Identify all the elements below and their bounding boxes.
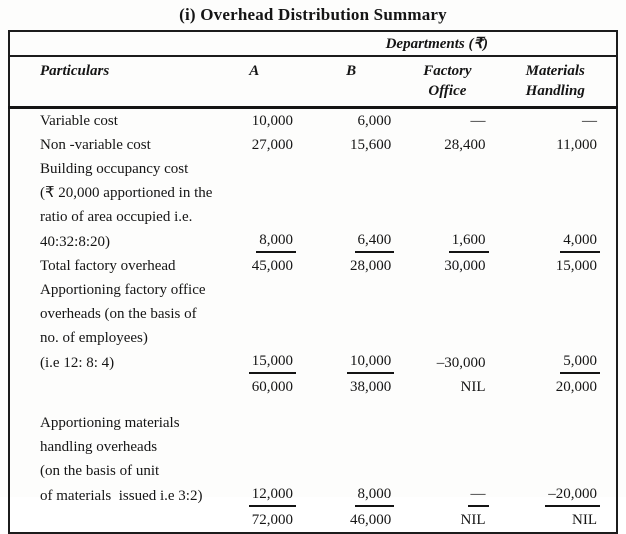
cell-b xyxy=(302,254,400,278)
cell-mh xyxy=(495,411,617,435)
row-label xyxy=(9,508,207,533)
cell-a xyxy=(207,229,302,254)
cell-mh xyxy=(495,326,617,350)
column-header-b: B xyxy=(302,56,400,108)
cell-b xyxy=(302,302,400,326)
value: 60,000 xyxy=(251,379,293,395)
value: 27,000 xyxy=(251,137,293,153)
row-label: Apportioning materials xyxy=(40,415,180,431)
table-row xyxy=(9,254,617,278)
value: 46,000 xyxy=(350,512,392,528)
cell-a xyxy=(207,375,302,399)
value: 28,000 xyxy=(350,258,392,274)
cell-mh xyxy=(495,205,617,229)
cell-b xyxy=(302,375,400,399)
cell-b xyxy=(302,459,400,483)
cell-mh xyxy=(495,157,617,181)
cell-b xyxy=(302,229,400,254)
value: 45,000 xyxy=(251,258,293,274)
table-row xyxy=(9,181,617,205)
underlined-value: 5,000 xyxy=(560,351,600,374)
table-row xyxy=(9,326,617,350)
cell-fo xyxy=(400,483,494,508)
cell-b xyxy=(302,133,400,157)
page-title: (i) Overhead Distribution Summary xyxy=(179,5,447,24)
cell-b xyxy=(302,435,400,459)
underlined-value: — xyxy=(468,484,489,507)
cell-fo xyxy=(400,133,494,157)
row-label: ratio of area occupied i.e. xyxy=(40,209,193,225)
value: 10,000 xyxy=(251,113,293,129)
cell-a xyxy=(207,205,302,229)
cell-fo xyxy=(400,157,494,181)
value: 15,000 xyxy=(555,258,597,274)
row-label: of materials issued i.e 3:2) xyxy=(40,487,203,504)
spacer-row xyxy=(9,399,617,411)
table-row xyxy=(9,302,617,326)
underlined-value: 15,000 xyxy=(249,351,296,374)
row-label: (on the basis of unit xyxy=(40,463,160,479)
cell-fo xyxy=(400,350,494,375)
column-header-particulars: Particulars xyxy=(9,56,207,108)
value: 15,600 xyxy=(350,137,392,153)
overhead-distribution-table xyxy=(8,30,618,534)
underlined-value: 8,000 xyxy=(256,230,296,253)
cell-mh xyxy=(495,254,617,278)
row-label: no. of employees) xyxy=(40,330,148,346)
cell-mh xyxy=(495,181,617,205)
row-label: Non -variable cost xyxy=(40,137,151,153)
cell-fo xyxy=(400,229,494,254)
table-row xyxy=(9,435,617,459)
value: 30,000 xyxy=(444,258,486,274)
cell-mh xyxy=(495,435,617,459)
row-label: Variable cost xyxy=(40,113,118,129)
cell-b xyxy=(302,157,400,181)
group-header-empty-cell xyxy=(9,31,207,56)
value: NIL xyxy=(460,379,486,395)
cell-a xyxy=(207,508,302,533)
table-row xyxy=(9,278,617,302)
table-row xyxy=(9,375,617,399)
row-label: (i.e 12: 8: 4) xyxy=(40,354,115,371)
cell-a xyxy=(207,133,302,157)
cell-b xyxy=(302,350,400,375)
table-body xyxy=(9,108,617,534)
cell-fo xyxy=(400,411,494,435)
cell-mh xyxy=(495,375,617,399)
column-header-factory-office xyxy=(400,56,494,108)
cell-fo xyxy=(400,254,494,278)
row-label: Apportioning factory office xyxy=(40,282,206,298)
table-row xyxy=(9,459,617,483)
row-label: 40:32:8:20) xyxy=(40,233,110,250)
cell-b xyxy=(302,483,400,508)
row-label: Total factory overhead xyxy=(40,258,176,274)
cell-a xyxy=(207,483,302,508)
table-row xyxy=(9,205,617,229)
cell-mh xyxy=(495,108,617,134)
value: –30,000 xyxy=(436,354,486,371)
cell-a xyxy=(207,254,302,278)
value: — xyxy=(582,113,597,129)
cell-mh xyxy=(495,133,617,157)
row-label xyxy=(9,375,207,399)
cell-b xyxy=(302,278,400,302)
cell-b xyxy=(302,508,400,533)
underlined-value: –20,000 xyxy=(545,484,600,507)
cell-fo xyxy=(400,508,494,533)
value: 72,000 xyxy=(251,512,293,528)
cell-a xyxy=(207,459,302,483)
cell-mh xyxy=(495,508,617,533)
table-row xyxy=(9,411,617,435)
cell-b xyxy=(302,411,400,435)
cell-fo xyxy=(400,181,494,205)
cell-a xyxy=(207,411,302,435)
cell-a xyxy=(207,157,302,181)
underlined-value: 6,400 xyxy=(355,230,395,253)
table-row xyxy=(9,229,617,254)
cell-a xyxy=(207,435,302,459)
cell-b xyxy=(302,205,400,229)
cell-mh xyxy=(495,483,617,508)
cell-fo xyxy=(400,108,494,134)
table-row xyxy=(9,133,617,157)
underlined-value: 12,000 xyxy=(249,484,296,507)
cell-fo xyxy=(400,435,494,459)
cell-b xyxy=(302,108,400,134)
table-row xyxy=(9,157,617,181)
spacer-cell xyxy=(9,399,617,411)
column-header-a: A xyxy=(207,56,302,108)
cell-mh xyxy=(495,302,617,326)
cell-mh xyxy=(495,278,617,302)
column-header-materials-handling xyxy=(495,56,617,108)
cell-fo xyxy=(400,278,494,302)
column-header-factory-line1: Factory xyxy=(423,63,472,79)
column-header-factory-line2: Office xyxy=(428,83,467,99)
cell-a xyxy=(207,350,302,375)
group-header-departments: Departments (₹) xyxy=(207,31,617,56)
table-row xyxy=(9,483,617,508)
cell-a xyxy=(207,302,302,326)
column-header-materials-line1: Materials xyxy=(525,63,585,79)
cell-b xyxy=(302,326,400,350)
column-header-row xyxy=(9,56,617,108)
underlined-value: 10,000 xyxy=(347,351,394,374)
underlined-value: 4,000 xyxy=(560,230,600,253)
cell-a xyxy=(207,181,302,205)
table-row xyxy=(9,108,617,134)
row-label: handling overheads xyxy=(40,439,158,455)
table-row xyxy=(9,350,617,375)
cell-a xyxy=(207,108,302,134)
column-header-materials-line2: Handling xyxy=(525,83,585,99)
cell-fo xyxy=(400,205,494,229)
value: — xyxy=(470,113,486,129)
cell-fo xyxy=(400,326,494,350)
value: 38,000 xyxy=(350,379,392,395)
row-label: overheads (on the basis of xyxy=(40,306,197,322)
cell-mh xyxy=(495,350,617,375)
row-label: Building occupancy cost xyxy=(40,161,189,177)
underlined-value: 1,600 xyxy=(449,230,489,253)
value: 28,400 xyxy=(444,137,486,153)
cell-mh xyxy=(495,229,617,254)
cell-a xyxy=(207,278,302,302)
overhead-distribution-table-wrapper xyxy=(8,30,618,534)
cell-fo xyxy=(400,302,494,326)
group-header-row xyxy=(9,31,617,56)
table-row xyxy=(9,508,617,533)
value: 11,000 xyxy=(556,137,597,153)
cell-mh xyxy=(495,459,617,483)
cell-fo xyxy=(400,375,494,399)
cell-a xyxy=(207,326,302,350)
underlined-value: 8,000 xyxy=(355,484,395,507)
value: NIL xyxy=(460,512,486,528)
value: 6,000 xyxy=(357,113,392,129)
cell-fo xyxy=(400,459,494,483)
value: 20,000 xyxy=(555,379,597,395)
cell-b xyxy=(302,181,400,205)
row-label: (₹ 20,000 apportioned in the xyxy=(40,185,213,201)
value: NIL xyxy=(572,512,597,528)
